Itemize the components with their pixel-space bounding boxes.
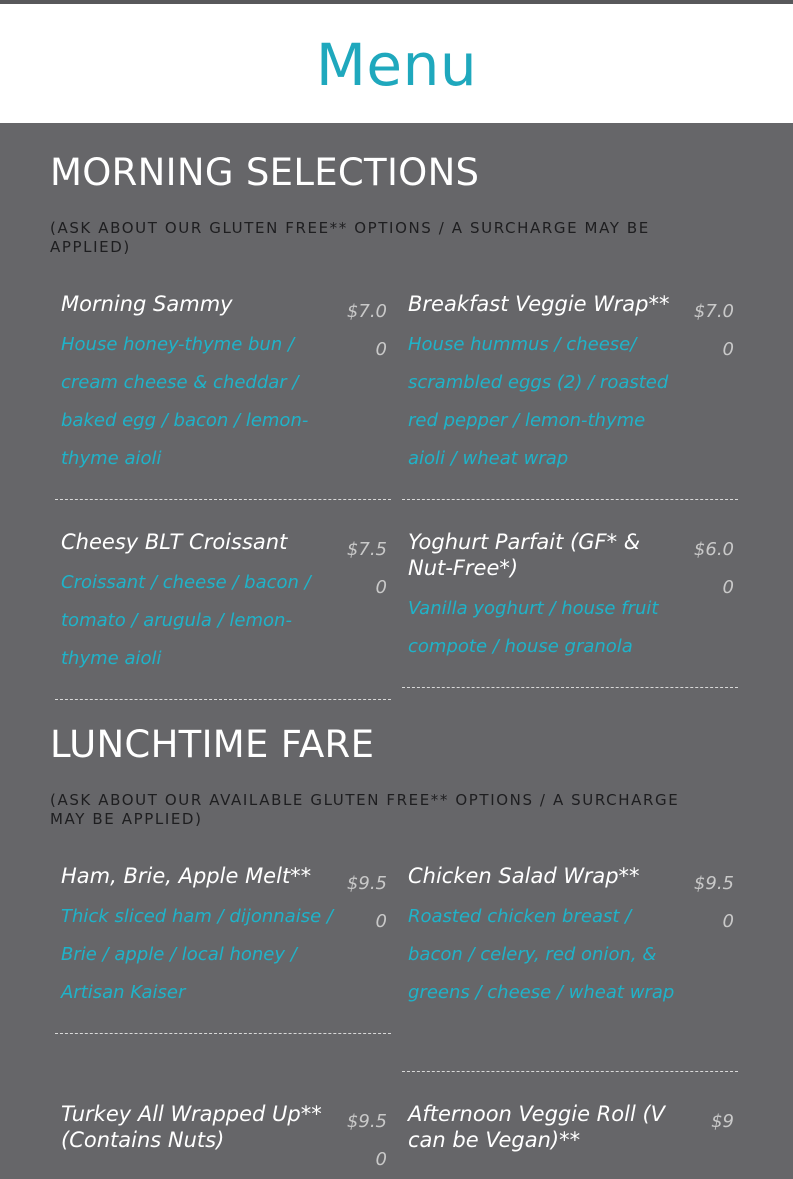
- menu-item-turkey-all-wrapped-up[interactable]: [55, 1101, 391, 1170]
- item-name: Yoghurt Parfait (GF* & Nut-Free*): [408, 530, 641, 580]
- item-description: House honey-thyme bun / cream cheese & cheddar / baked egg / bacon / lemon-thyme aioli: [61, 334, 309, 469]
- menu-content: [0, 123, 793, 1170]
- item-description: Vanilla yoghurt / house fruit compote / house granola: [408, 598, 659, 657]
- menu-item-ham-brie-apple-melt[interactable]: [55, 863, 391, 1034]
- section-title-morning: MORNING SELECTIONS: [50, 151, 480, 194]
- item-description: House hummus / cheese/ scrambled eggs (2) / roasted red pepper / lemon-thyme aioli / wheat wrap: [408, 334, 669, 469]
- item-price: $9.50: [346, 873, 387, 932]
- item-name: Morning Sammy: [61, 292, 233, 316]
- item-price: $9.50: [693, 873, 734, 932]
- item-price: $9: [711, 1111, 734, 1132]
- section-title-lunchtime: LUNCHTIME FARE: [50, 723, 375, 766]
- section-note-lunchtime: (ASK ABOUT OUR AVAILABLE GLUTEN FREE** OPTIONS / A SURCHARGE MAY BE APPLIED): [50, 791, 680, 828]
- menu-item-yoghurt-parfait[interactable]: [402, 529, 738, 688]
- item-name: Turkey All Wrapped Up** (Contains Nuts): [61, 1102, 322, 1152]
- menu-item-afternoon-veggie-roll[interactable]: [402, 1101, 738, 1158]
- item-price: $6.00: [693, 539, 734, 598]
- menu-item-breakfast-veggie-wrap[interactable]: [402, 291, 738, 500]
- item-description: Thick sliced ham / dijonnaise / Brie / apple / local honey / Artisan Kaiser: [61, 906, 333, 1003]
- item-price: $7.00: [693, 301, 734, 360]
- menu-item-chicken-salad-wrap[interactable]: [402, 863, 738, 1072]
- item-name: Chicken Salad Wrap**: [408, 864, 640, 888]
- page-header: [0, 4, 793, 123]
- item-description: Croissant / cheese / bacon / tomato / arugula / lemon-thyme aioli: [61, 572, 311, 669]
- item-price: $9.50: [346, 1111, 387, 1170]
- item-price: $7.50: [346, 539, 387, 598]
- menu-item-morning-sammy[interactable]: [55, 291, 391, 500]
- item-name: Afternoon Veggie Roll (V can be Vegan)**: [408, 1102, 666, 1152]
- section-note-morning: (ASK ABOUT OUR GLUTEN FREE** OPTIONS / A SURCHARGE MAY BE APPLIED): [50, 219, 650, 256]
- item-description: Roasted chicken breast / bacon / celery, red onion, & greens / cheese / wheat wrap: [408, 906, 675, 1003]
- menu-item-cheesy-blt-croissant[interactable]: [55, 529, 391, 700]
- page-title: Menu: [315, 31, 478, 99]
- item-price: $7.00: [346, 301, 387, 360]
- item-name: Ham, Brie, Apple Melt**: [61, 864, 312, 888]
- item-name: Breakfast Veggie Wrap**: [408, 292, 670, 316]
- item-name: Cheesy BLT Croissant: [61, 530, 288, 554]
